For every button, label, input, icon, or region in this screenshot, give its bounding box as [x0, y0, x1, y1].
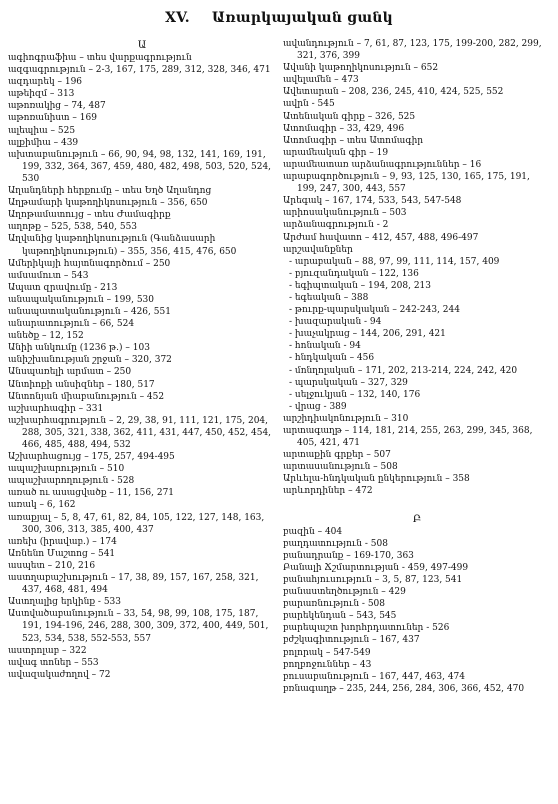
index-entry: Արժամ հավատո – 412, 457, 488, 496-497: [283, 232, 479, 243]
index-entry: աթոռակից – 74, 487: [8, 101, 106, 112]
index-entry: աստրոլաբ – 322: [8, 645, 87, 656]
index-entry: բանահյուսություն – 3, 5, 87, 123, 541: [283, 574, 463, 585]
index-entry: արշիդիակոնություն – 310: [283, 413, 409, 424]
index-entry: արամեական գիր – 19: [283, 147, 389, 158]
index-entry: բարեկենդան – 543, 545: [283, 611, 397, 622]
index-entry: Աղանդների հերքումը – տես Եղծ Աղանդոց: [8, 186, 212, 197]
index-subentry: - հնդկական – 456: [289, 353, 375, 364]
index-entry: Առնենո Մաշտոց – 541: [8, 548, 116, 559]
index-subentry: - արաբական – 88, 97, 99, 111, 114, 157, 409: [289, 256, 500, 267]
index-subentry: - պարսկական – 327, 329: [289, 377, 408, 388]
index-entry: Աղոթամատույց – տես Ժամագիրք: [8, 210, 171, 221]
index-entry: բազին – 404: [283, 526, 343, 537]
index-entry: բանադրանք – 169-170, 363: [283, 550, 414, 561]
index-subentry: - թուրք-պարսկական – 242-243, 244: [289, 305, 460, 316]
index-entry: արիոսականություն – 503: [283, 208, 407, 219]
index-entry: ախտաբանություն – 66, 90, 94, 98, 132, 141, 169, 191, 199, 332, 364, 367, 459, 480, 482, 498, 503, 520, 524, 530: [8, 149, 272, 184]
index-entry: Ապատ զրավումը - 213: [8, 282, 118, 293]
index-entry: առակ – 6, 162: [8, 500, 76, 511]
index-entry: աշխարհագրություն – 2, 29, 38, 91, 111, 121, 175, 204, 288, 305, 321, 338, 362, 411, 431, 447, 450, 452, 454, 466, 485, 488, 494, 532: [8, 415, 272, 450]
index-entry: ալեպիա – 525: [8, 125, 76, 136]
index-entry: արամեատառ արձանագրություններ – 16: [283, 159, 482, 170]
index-entry: Ավետարան – 208, 236, 245, 410, 424, 525, 552: [283, 87, 504, 98]
index-entry: անեծք – 12, 152: [8, 331, 84, 342]
index-entry: բոլորակ – 547-549: [283, 647, 371, 658]
index-list-left: [8, 52, 276, 681]
index-entry: Անսպառելի արմատ – 250: [8, 367, 132, 378]
letter-heading: Ա: [137, 39, 147, 51]
left-column: [8, 38, 276, 681]
index-entry: արտաքին գրքեր – 507: [283, 450, 391, 461]
index-entry: արաբագործություն – 9, 93, 125, 130, 165, 175, 191, 199, 247, 300, 443, 557: [283, 172, 530, 195]
index-list-right-c: [283, 526, 551, 695]
index-entry: աղոթք – 525, 538, 540, 553: [8, 222, 138, 233]
index-entry: Բանալի Ճշմարտության - 459, 497-499: [283, 562, 469, 573]
index-entry: ավազակաժողով – 72: [8, 669, 111, 680]
index-entry: ապաշխարություն – 510: [8, 464, 125, 475]
index-entry: ավագ տոներ – 553: [8, 657, 99, 668]
page-title: [0, 10, 558, 26]
index-list-right-a: [283, 38, 551, 256]
index-subentry: - բյուզանդական – 122, 136: [289, 268, 419, 279]
index-entry: աստղաբաշխություն – 17, 38, 89, 157, 167, 258, 321, 437, 468, 481, 494: [8, 573, 259, 596]
index-list-right-b: [283, 413, 551, 498]
index-subentry: - մոնղոլական – 171, 202, 213-214, 224, 242, 420: [289, 365, 518, 376]
index-entry: արևորդիներ – 472: [283, 486, 373, 497]
section-number: XV.: [165, 10, 190, 26]
index-subentry: - եգիպտական – 194, 208, 213: [289, 280, 432, 291]
index-entry: ավրն - 545: [283, 99, 335, 110]
index-entry: արշավանքներ: [283, 244, 353, 255]
index-entry: աթեիզմ – 313: [8, 89, 75, 100]
index-entry: Ամերիկայի հայտնագործում – 250: [8, 258, 171, 269]
index-entry: ագիոգրաֆիա – տես վարքագրություն: [8, 53, 192, 63]
index-entry: Աղթամարի կաթողիկոսություն – 356, 650: [8, 198, 208, 209]
index-entry: բռնագաղթ – 235, 244, 256, 284, 306, 366, 452, 470: [283, 683, 525, 694]
index-entry: Աշխարհացույց – 175, 257, 494-495: [8, 452, 175, 463]
index-entry: Անտիոքի անսիզներ – 180, 517: [8, 379, 155, 390]
index-entry: ասպետ – 210, 216: [8, 560, 96, 571]
index-entry: Անիի անկումը (1236 թ.) – 103: [8, 343, 150, 354]
index-entry: անապատականություն – 426, 551: [8, 306, 171, 317]
index-entry: անարատություն – 66, 524: [8, 319, 135, 330]
index-entry: ավանդություն – 7, 61, 87, 123, 175, 199-200, 282, 299, 321, 376, 399: [283, 39, 542, 62]
index-entry: Ատոմագիր – 33, 429, 496: [283, 123, 405, 134]
spacer: [283, 498, 551, 512]
index-entry: ապաշխարողություն - 528: [8, 476, 135, 487]
index-entry: անիշխանության շրջան – 320, 372: [8, 355, 172, 366]
index-entry: անապականություն – 199, 530: [8, 294, 155, 305]
index-entry: առեխ (իրավաբ.) – 174: [8, 536, 117, 547]
index-entry: բուսաբանություն – 167, 447, 463, 474: [283, 671, 466, 682]
index-entry: աթոռանիստ – 169: [8, 113, 97, 124]
index-subentry: - եգեական – 388: [289, 292, 369, 303]
index-entry: ազդարեկ – 196: [8, 77, 83, 88]
index-entry: Արեգակ – 167, 174, 533, 543, 547-548: [283, 196, 462, 207]
index-entry: բողբոջուններ – 43: [283, 659, 372, 670]
index-entry: բարառնություն - 508: [283, 599, 386, 610]
index-entry: բանաստեղծություն – 429: [283, 587, 406, 598]
index-entry: արձանագրություն - 2: [283, 220, 389, 231]
index-entry: Ատենական գիրք – 326, 525: [283, 111, 416, 122]
index-entry: Անտոնյան միաբանություն – 452: [8, 391, 165, 402]
section-title: Առարկայական ցանկ: [211, 10, 393, 26]
index-entry: աշխարհագիր – 331: [8, 403, 104, 414]
letter-heading: Բ: [412, 512, 422, 525]
index-entry: Արևելա-հնդկական ընկերություն – 358: [283, 474, 470, 485]
index-entry: արտասանություն – 508: [283, 462, 398, 473]
index-subentry: - սելջուկյան – 132, 140, 176: [289, 389, 421, 400]
index-subentry: - հոնական - 94: [289, 341, 361, 352]
index-entry: ազգագրություն – 2-3, 167, 175, 289, 312, 328, 346, 471: [8, 65, 271, 76]
index-entry: Աղվանից կաթողիկոսություն (Գանձասարի կաթողիկոսություն) – 355, 356, 415, 476, 650: [8, 234, 237, 257]
right-column: [283, 38, 551, 695]
index-entry: ալքիմիա – 439: [8, 137, 79, 148]
index-entry: առած ու ասացվածք – 11, 156, 271: [8, 488, 175, 499]
index-entry: ավելամեն – 473: [283, 75, 359, 86]
index-entry: Ատոմագիր – տես Ատոմագիր: [283, 135, 424, 146]
index-entry: ամսամուտ – 543: [8, 270, 89, 281]
index-subentry: - վրաց - 389: [289, 401, 347, 412]
index-subentry: - խազարական - 94: [289, 317, 382, 328]
index-entry: Աստվածաբանություն – 33, 54, 98, 99, 108, 175, 187, 191, 194-196, 246, 288, 300, 309, 372, 400, 449, 501, 523, 534, 538, 552-553, 557: [8, 609, 269, 644]
index-entry: Աստղալից երկինք - 533: [8, 597, 122, 608]
index-entry: առաքյալ – 5, 8, 47, 61, 82, 84, 105, 122, 127, 148, 163, 300, 306, 313, 385, 400, 437: [8, 512, 265, 535]
index-subentry: - խաչակրաց – 144, 206, 291, 421: [289, 329, 446, 340]
index-entry: բժշկագիտություն – 167, 437: [283, 635, 420, 646]
index-entry: Ավանի կաթողիկոսություն – 652: [283, 63, 439, 74]
index-sublist: [283, 256, 551, 413]
index-entry: արտագաղթ – 114, 181, 214, 255, 263, 299, 345, 368, 405, 421, 471: [283, 426, 533, 449]
index-entry: բարեպաշտ խորհրդատուներ - 526: [283, 623, 450, 634]
index-entry: բաղդատություն - 508: [283, 538, 388, 549]
